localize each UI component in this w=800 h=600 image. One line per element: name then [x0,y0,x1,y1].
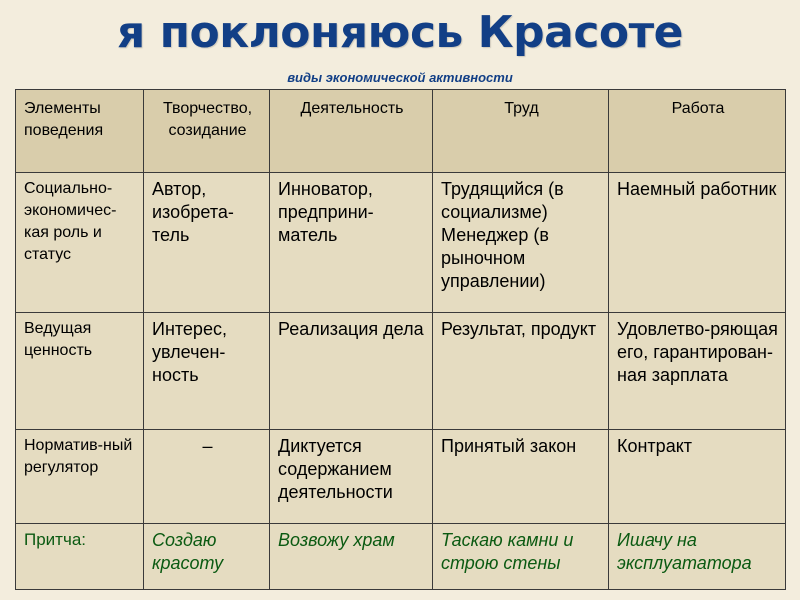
table-row [16,313,786,430]
table-cell: – [144,430,270,524]
page-title: я поклоняюсь Красоте [117,7,683,58]
table-cell: Диктуется содержанием деятельности [270,430,433,524]
table-cell: Ишачу на эксплуататора [609,524,786,590]
column-header: Работа [609,90,786,173]
page-subtitle: виды экономической активности [287,70,513,85]
table-cell: Контракт [609,430,786,524]
row-header: Социально-экономичес-кая роль и статус [16,173,144,313]
activity-table [15,89,786,590]
row-header: Притча: [16,524,144,590]
row-header: Ведущая ценность [16,313,144,430]
column-header: Элементы поведения [16,90,144,173]
column-header: Деятельность [270,90,433,173]
table-cell: Реализация дела [270,313,433,430]
table-cell: Создаю красоту [144,524,270,590]
table-header-row [16,90,786,173]
table-cell: Инноватор, предприни-матель [270,173,433,313]
table-cell: Трудящийся (в социализме) Менеджер (в рыночном управлении) [433,173,609,313]
table-cell: Таскаю камни и строю стены [433,524,609,590]
table-row [16,430,786,524]
table-row [16,173,786,313]
table-cell: Автор, изобрета-тель [144,173,270,313]
table-cell: Наемный работник [609,173,786,313]
table-cell: Результат, продукт [433,313,609,430]
column-header: Творчество, созидание [144,90,270,173]
table-cell: Интерес, увлечен-ность [144,313,270,430]
table-cell: Возвожу храм [270,524,433,590]
row-header: Норматив-ный регулятор [16,430,144,524]
column-header: Труд [433,90,609,173]
table-cell: Удовлетво-ряющая его, гарантирован-ная зарплата [609,313,786,430]
table-cell: Принятый закон [433,430,609,524]
table-row-parable [16,524,786,590]
